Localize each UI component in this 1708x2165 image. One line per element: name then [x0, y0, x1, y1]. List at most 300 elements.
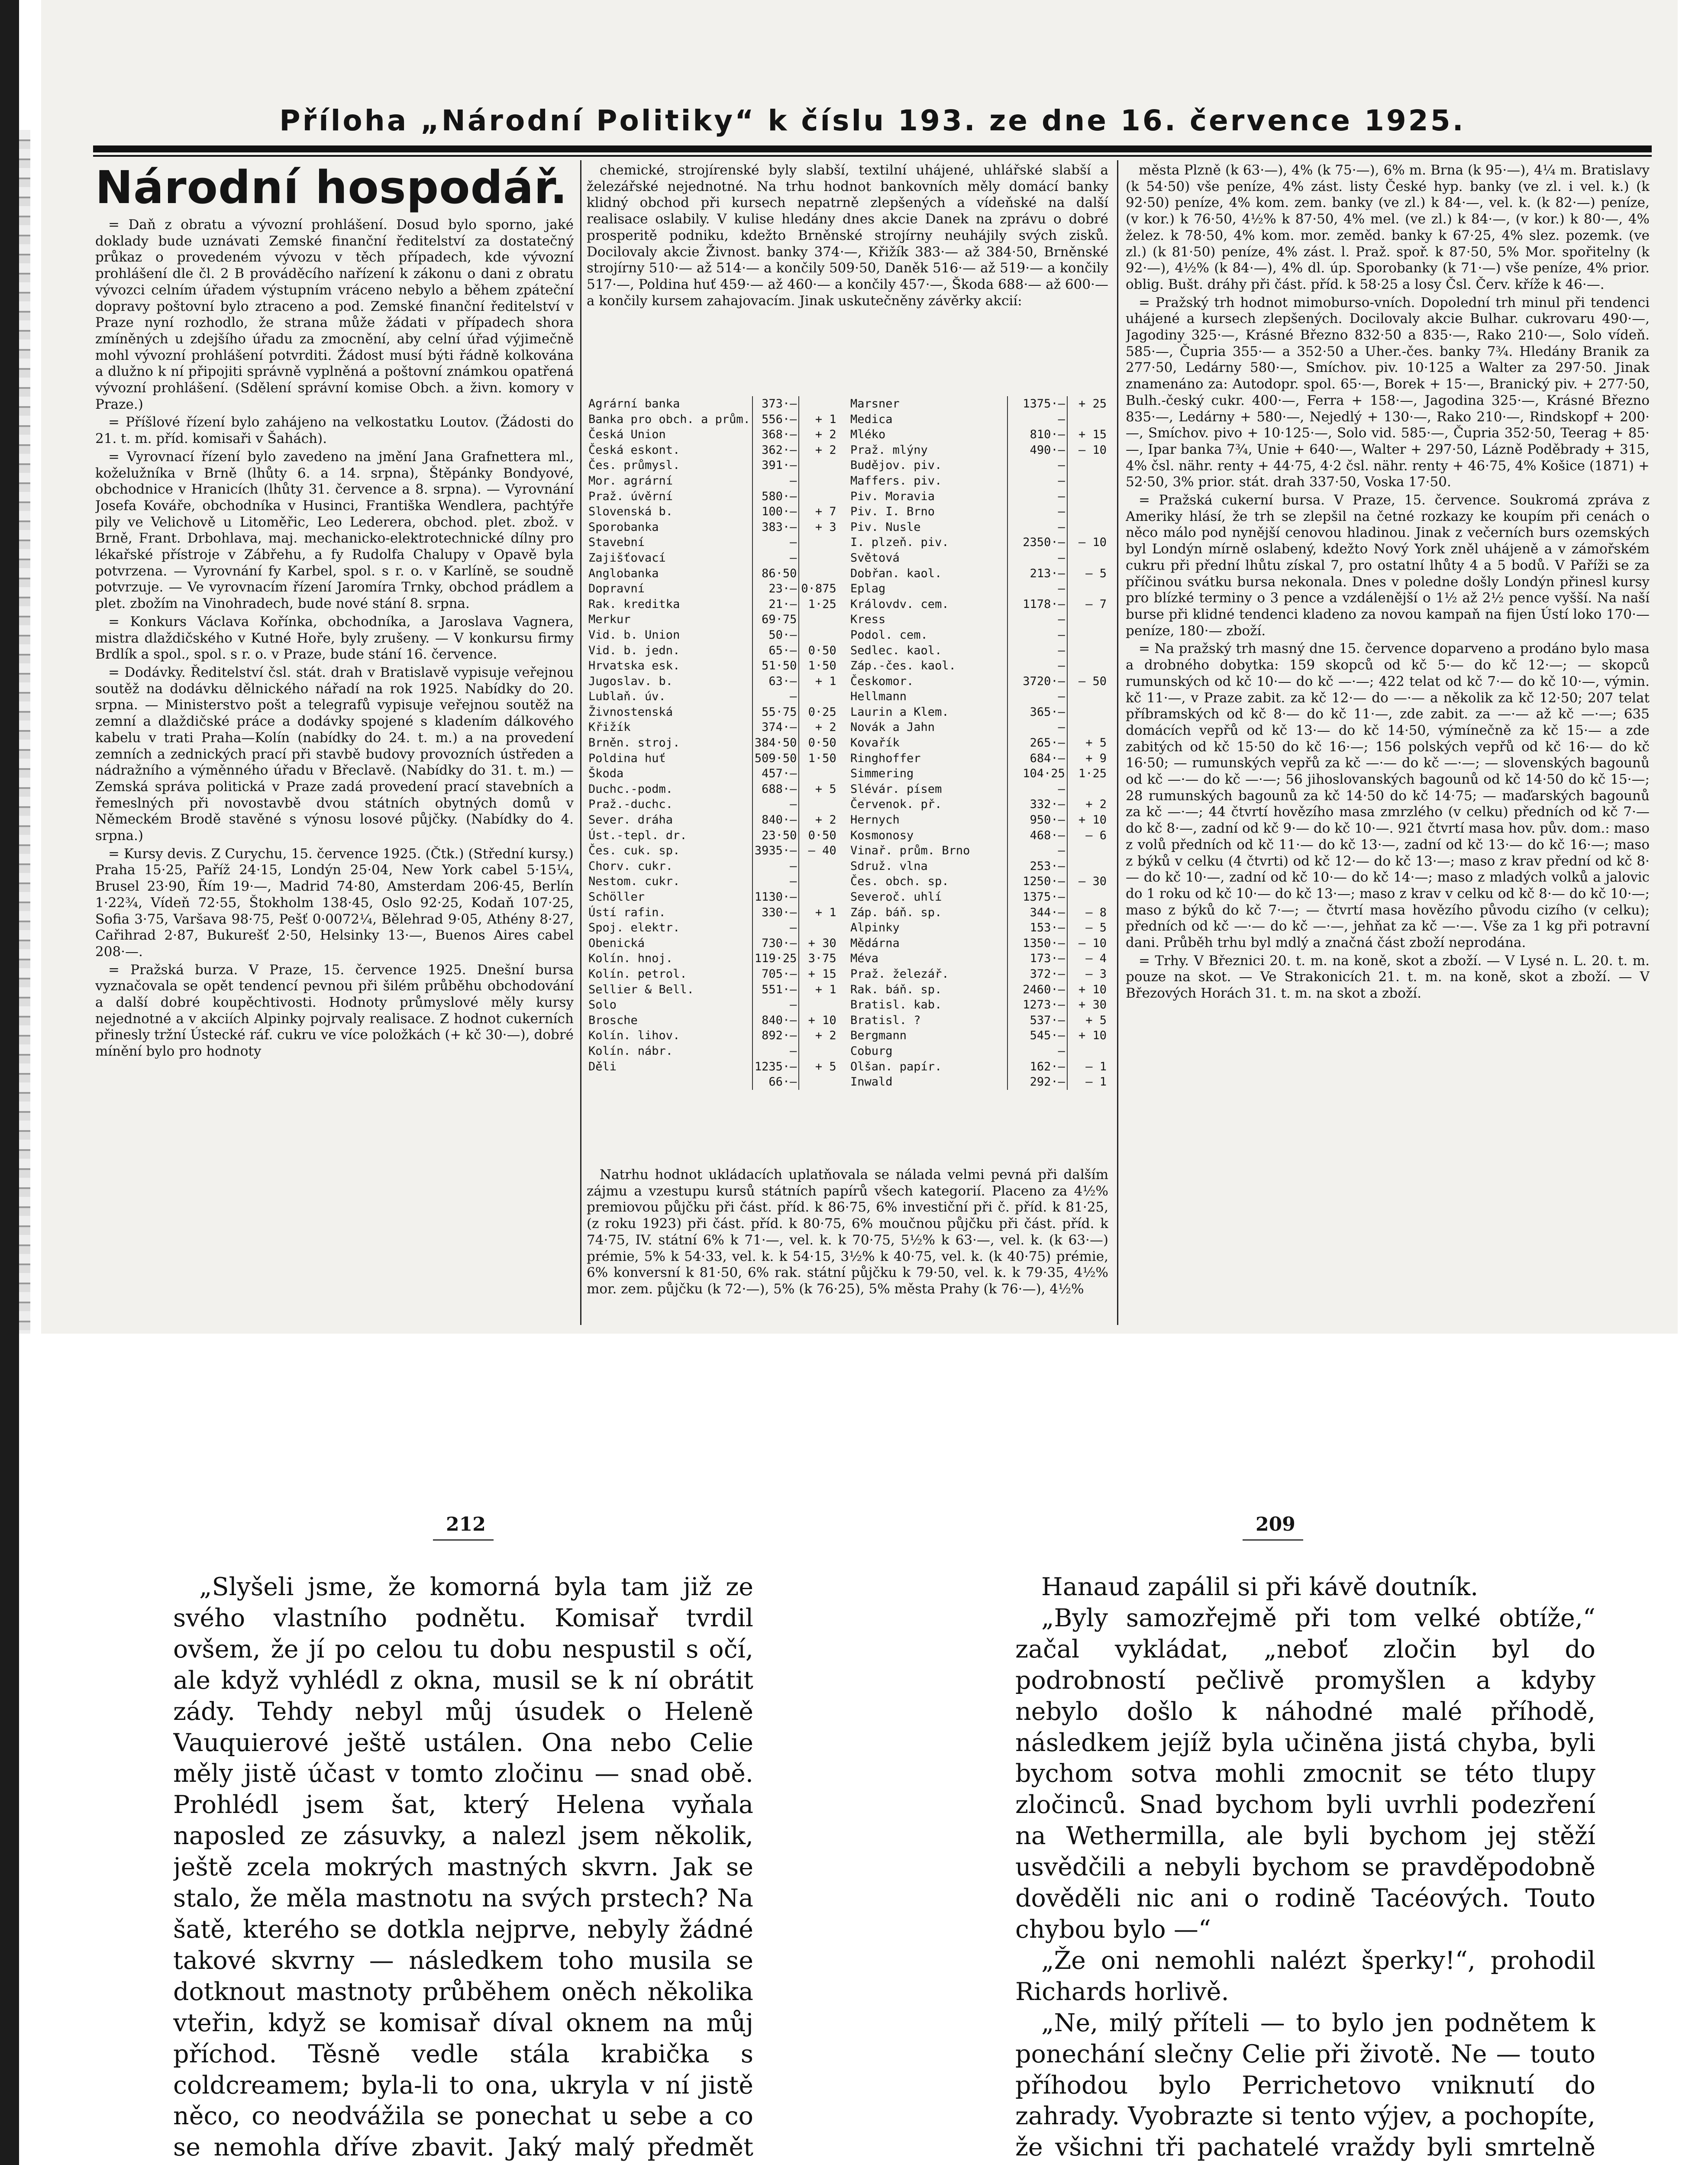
- stock-row: [587, 859, 838, 874]
- stock-name: Křižík: [588, 721, 631, 734]
- stock-price: —: [1007, 581, 1067, 597]
- stock-name: Budějov. piv.: [850, 459, 942, 472]
- stock-price: 3720·—: [1007, 674, 1067, 689]
- stock-row: [849, 766, 1108, 782]
- stock-price: 580·—: [752, 489, 799, 504]
- stock-change: 1·25: [799, 597, 838, 612]
- stock-row: [849, 1074, 1108, 1090]
- stock-name: Hellmann: [850, 690, 907, 704]
- stock-change: 1·50: [799, 658, 838, 674]
- stock-price: —: [752, 550, 799, 566]
- stock-name: Piv. I. Brno: [850, 505, 935, 519]
- stock-name: Úst.-tepl. dr.: [588, 828, 687, 842]
- stock-name: Piv. Nusle: [850, 520, 921, 534]
- stock-name: Záp.-čes. kaol.: [850, 659, 956, 673]
- stock-row: [849, 782, 1108, 797]
- stock-name: Solo: [588, 998, 617, 1012]
- stock-row: [849, 828, 1108, 843]
- stock-price: 551·—: [752, 982, 799, 998]
- stock-change: — 5: [1067, 920, 1108, 936]
- stock-row: [849, 1044, 1108, 1059]
- stock-name: Lublaň. úv.: [588, 690, 666, 704]
- stock-price: 373·—: [752, 396, 799, 412]
- stock-row: [849, 889, 1108, 905]
- stock-name: Piv. Moravia: [850, 489, 935, 503]
- stock-change: [799, 797, 838, 812]
- stock-price: —: [752, 689, 799, 704]
- stock-name: Dobřan. kaol.: [850, 566, 942, 580]
- stock-name: Českomor.: [850, 674, 914, 688]
- stock-price: 162·—: [1007, 1059, 1067, 1075]
- stock-price: —: [1007, 473, 1067, 489]
- stock-name: Poldina huť: [588, 751, 666, 765]
- stock-price: 69·75: [752, 612, 799, 627]
- article-paragraph: chemické, strojírenské byly slabší, textilní uhájené, uhlářské slabší a železářské nejednotné. Na trhu hodnot bankovních měly domácí banky klidný obchod při kursech nepatrně zlepšených a vídeňské na další realisace oslabily. V kulise hledány dnes akcie Danek na zprávu o dobré prosperitě podniku, kdežto Brněnské strojírny neuhájily svých zisků. Docilovaly akcie Živnost. banky 374·—, Křižík 383·— až 384·50, Brněnské strojírny 510·— až 514·— a končily 509·50, Daněk 516·— až 519·— a končily 517·—, Poldina huť 459·— až 460·— a končily 457·—, Škoda 688·— až 600·— a končily kursem zahajovacím. Jinak uskutečněny závěrky akcií:: [587, 162, 1108, 309]
- stock-price: 55·75: [752, 704, 799, 720]
- stock-change: + 15: [1067, 427, 1108, 443]
- stock-change: [1067, 859, 1108, 874]
- stock-name: Bratisl. kab.: [850, 998, 942, 1012]
- stock-name: Záp. báň. sp.: [850, 905, 942, 919]
- stock-price: —: [1007, 504, 1067, 520]
- stock-row: [587, 766, 838, 782]
- stock-change: + 5: [799, 782, 838, 797]
- column-3: [1126, 162, 1650, 1325]
- stock-change: [1067, 720, 1108, 735]
- stock-name: Ústí rafin.: [588, 905, 666, 919]
- column-divider: [580, 160, 581, 1325]
- stock-row: [587, 936, 838, 951]
- stock-name: Vid. b. jedn.: [588, 643, 680, 657]
- stock-row: [849, 1028, 1108, 1044]
- stock-row: [587, 920, 838, 936]
- stock-row: [587, 905, 838, 921]
- stock-change: + 5: [1067, 1013, 1108, 1028]
- stock-price: 374·—: [752, 720, 799, 735]
- stock-name: Slévár. písem: [850, 782, 942, 796]
- stock-name: Česká eskont.: [588, 443, 680, 457]
- stock-change: [799, 535, 838, 550]
- stock-name: Podol. cem.: [850, 628, 928, 642]
- stock-change: — 3: [1067, 966, 1108, 982]
- stock-price: —: [1007, 658, 1067, 674]
- stock-price: —: [752, 535, 799, 550]
- stock-price: 66·—: [752, 1074, 799, 1090]
- stock-price: —: [1007, 489, 1067, 504]
- stock-row: [849, 627, 1108, 643]
- stock-row: [849, 489, 1108, 504]
- stock-price: 1350·—: [1007, 936, 1067, 951]
- article-paragraph: = Pražská burza. V Praze, 15. července 1925. Dnešní bursa vyznačovala se opět tendencí pevnou při šilém průběhu obchodování a další dobré koupěchtivosti. Hodnoty průmyslové měly kursy nejednotné a v akciích Alpinky pojrvaly realisace. Z hodnot cukerních přinesly tržní Ústecké ráf. cukru ve více položkách (+ kč 30·—), dobré mínění bylo pro hodnoty: [95, 962, 574, 1060]
- stock-name: Inwald: [850, 1075, 893, 1089]
- stock-change: [1067, 689, 1108, 704]
- article-paragraph: Natrhu hodnot ukládacích uplatňovala se nálada velmi pevná při dalším zájmu a vzestupu kursů státních papírů všech kategorií. Placeno za 4½% premiovou půjčku při část. příd. k 86·75, 6% investiční při č. příd. k 81·25, (z roku 1923) při část. příd. k 80·75, 6% moučnou půjčku při část. příd. k 74·75, IV. státní 6% k 71·—, vel. k. k 70·75, 5½% k 63·—, vel. k. (k 63·—) prémie, 5% k 54·33, vel. k. k 54·15, 3½% k 40·75, vel. k. (k 40·75) prémie, 6% konversní k 81·50, 6% rak. státní půjčku k 79·50, vel. k. k 79·35, 4½% mor. zem. půjčku (k 72·—), 5% (k 76·25), 5% města Prahy (k 76·—), 4½%: [587, 1167, 1108, 1297]
- stock-change: — 1: [1067, 1059, 1108, 1075]
- stock-name: Olšan. papír.: [850, 1060, 942, 1073]
- stock-price: 372·—: [1007, 966, 1067, 982]
- stock-name: Brosche: [588, 1013, 638, 1027]
- stock-row: [587, 966, 838, 982]
- stock-change: + 1: [799, 412, 838, 427]
- stock-row: [849, 982, 1108, 998]
- stock-price: 537·—: [1007, 1013, 1067, 1028]
- stock-row: [587, 566, 838, 582]
- stock-price: 65·—: [752, 643, 799, 659]
- stock-name: Kolín. petrol.: [588, 967, 687, 981]
- stock-change: + 2: [1067, 797, 1108, 812]
- stock-price: 383·—: [752, 520, 799, 535]
- stock-name: Česká Union: [588, 428, 666, 442]
- stock-row: [849, 581, 1108, 597]
- stock-change: + 2: [799, 443, 838, 458]
- stock-price: 23·—: [752, 581, 799, 597]
- stock-row: [849, 874, 1108, 889]
- stock-row: [587, 889, 838, 905]
- stock-name: Simmering: [850, 767, 914, 781]
- stock-price: —: [1007, 782, 1067, 797]
- stock-change: [799, 473, 838, 489]
- stock-change: — 30: [1067, 874, 1108, 889]
- stock-price: —: [752, 473, 799, 489]
- stock-row: [587, 828, 838, 843]
- stock-row: [587, 704, 838, 720]
- article-paragraph: = Trhy. V Březnici 20. t. m. na koně, skot a zboží. — V Lysé n. L. 20. t. m. pouze na skot. — Ve Strakonicích 21. t. m. na koně, skot a zboží. — V Březových Horách 31. t. m. na skot a zboží.: [1126, 953, 1650, 1002]
- stock-row: [849, 735, 1108, 751]
- stock-price: —: [1007, 720, 1067, 735]
- stock-change: — 40: [799, 843, 838, 859]
- stock-change: [1067, 843, 1108, 859]
- stock-change: — 10: [1067, 443, 1108, 458]
- article-paragraph: = Daň z obratu a vývozní prohlášení. Dosud bylo sporno, jaké doklady bude uznávati Zemské finanční ředitelství za dostatečný průkaz o provedeném vývozu v těch případech, kde vývozní prohlášení dle čl. 2 B prováděcího nařízení k zákonu o dani z obratu vývozci celním úřadem výstupním vráceno nebylo a během zpáteční dopravy poštovní bylo ztraceno a pod. Zemské finanční ředitelství v Praze nyní rozhodlo, že strana může žádati v případech shora zmíněných u zdejšího úřadu za zmocnění, aby celní úřad výjimečně mohl vývozní prohlášení potvrditi. Žádost musí býti řádně kolkována a dlužno k ní připojiti správně vyplněná a poštovní známkou opatřená vývozní prohlášení. (Sdělení správní komise Obch. a živn. komory v Praze.): [95, 217, 574, 412]
- stock-price: 1235·—: [752, 1059, 799, 1075]
- stock-price: 119·25: [752, 951, 799, 966]
- stock-name: Kolín. nábr.: [588, 1044, 673, 1058]
- right-page-number: 209: [1256, 1513, 1295, 1535]
- stock-change: [799, 766, 838, 782]
- stock-change: [1067, 889, 1108, 905]
- stock-row: [849, 473, 1108, 489]
- stock-name: Dopravní: [588, 582, 645, 596]
- stock-price: 21·—: [752, 597, 799, 612]
- stock-name: Coburg: [850, 1044, 893, 1058]
- stock-price: 1178·—: [1007, 597, 1067, 612]
- stock-price: 730·—: [752, 936, 799, 951]
- stock-row: [587, 473, 838, 489]
- book-paragraph: Hanaud zapálil si při kávě doutník.: [1041, 1573, 1479, 1601]
- stock-price: 2460·—: [1007, 982, 1067, 998]
- stock-change: [1067, 489, 1108, 504]
- stock-row: [587, 427, 838, 443]
- stock-price: —: [752, 1044, 799, 1059]
- article-paragraph: = Pražská cukerní bursa. V Praze, 15. července. Soukromá zpráva z Ameriky hlásí, že trh se zlepšil na četné rozkazy ke koupím při cenách o něco málo pod nynější cenovou hladinou. Jinak z večerních burs ozemských byl Londýn mírně oslabený, kdežto Nový York zněl uhájeně a v zámořském cukru při přední lhůtu získal 7, pro ostatní lhůty 4 a 5 bodů. V Paříži se za příčinou svátku bursa nekonala. Dnes v poledne došly Londýn přinesl kursy pro blízké terminy o 3 pence a vzdálenější o 1½ až 2½ pence vyšší. Na naší burse při klidné tendenci kladeno za novou kampaň na fijen Ústí loko 170·— peníze, 180·— zboží.: [1126, 492, 1650, 639]
- stock-name: Kovařík: [850, 736, 900, 750]
- stock-change: [799, 874, 838, 889]
- stock-name: Obenická: [588, 936, 645, 950]
- stock-price: 100·—: [752, 504, 799, 520]
- stock-name: Kress: [850, 613, 886, 627]
- stock-change: [1067, 1044, 1108, 1059]
- stock-name: Světová: [850, 551, 900, 565]
- stock-change: 1·50: [799, 751, 838, 766]
- stock-change: [799, 689, 838, 704]
- stock-price: —: [752, 874, 799, 889]
- stock-table-right: [849, 396, 1108, 1090]
- stock-change: 0·50: [799, 735, 838, 751]
- stock-name: Čes. cuk. sp.: [588, 844, 680, 858]
- book-paragraph: „Ne, milý příteli — to bylo jen podnětem k ponechání slečny Celie při životě. Ne — touto příhodou bylo Perrichetovo vniknutí do zahrady. Vyobrazte si tento výjev, a pochopíte, že všichni tři pachatelé vraždy byli smrtelně: [1015, 2008, 1595, 2162]
- stock-price: 490·—: [1007, 443, 1067, 458]
- stock-price: 457·—: [752, 766, 799, 782]
- stock-name: Stavební: [588, 536, 645, 549]
- book-paragraph: „Byly samozřejmě při tom velké obtíže,“ začal vykládat, „neboť zločin byl do podrobností pečlivě promyšlen a kdyby nebylo došlo k náhodné malé příhodě, následkem jejíž byla učiněna jistá chyba, byli bychom sotva mohli zmocnit se této tlupy zločinců. Snad bychom byli uvrhli podezření na Wethermilla, ale byli bychom jej stěží usvědčili a nebyli bychom se pravděpodobně dověděli nic ani o rodině Tacéových. Touto chybou bylo —“: [1015, 1603, 1595, 1944]
- stock-name: Agrární banka: [588, 397, 680, 410]
- header-rule: [93, 145, 1652, 152]
- article-paragraph: = Pražský trh hodnot mimoburso-vních. Dopolední trh minul při tendenci uhájené a kursech zlepšených. Docilovaly akcie Bulhar. cukrovaru 490·—, Jagodiny 325·—, Krásné Březno 832·50 a 835·—, Rako 210·—, Solo vídeň. 585·—, Čupria 355·— a 352·50 a Uher.-čes. banky 7¾. Hledány Branik za 277·50, Ledárny 580·—, Smíchov. piv. 10·125 a Walter za 297·50. Jinak znamenáno za: Autodopr. spol. 65·—, Borek + 15·—, Branický piv. + 277·50, Bulh.-český cukr. 400·—, Ferra + 158·—, Jagodina 325·—, Krásné Březno 835·—, Ledárny + 580·—, Nejedlý + 130·—, Rako 210·—, Rindskopf + 200·—, Smíchov. pivo + 10·125·—, Solo vid. 585·—, Čupria 352·50, Teerag + 85·—, Ipar banka 7¾, Unie + 640·—, Walter + 297·50, Lázně Poděbrady + 315, 4% čsl. nähr. renty + 44·75, 4·2 čsl. nähr. renty + 46·75, 4% Košice (1871) + 52·50, 3% prior. stát. drah 337·50, Voska 17·50.: [1126, 294, 1650, 490]
- stock-change: [799, 489, 838, 504]
- stock-name: Maffers. piv.: [850, 474, 942, 488]
- left-page-number: 212: [446, 1513, 486, 1535]
- stock-name: Mor. agrární: [588, 474, 673, 488]
- stock-row: [587, 458, 838, 473]
- stock-price: 23·50: [752, 828, 799, 843]
- stock-name: Schöller: [588, 890, 645, 904]
- stock-row: [587, 443, 838, 458]
- stock-row: [849, 550, 1108, 566]
- stock-price: 1375·—: [1007, 396, 1067, 412]
- stock-row: [587, 412, 838, 427]
- column-1: [95, 162, 574, 1323]
- stock-change: [1067, 581, 1108, 597]
- stock-price: 50·—: [752, 627, 799, 643]
- book-paragraph: „Slyšeli jsme, že komorná byla tam již ze svého vlastního podnětu. Komisař tvrdil ovšem, že jí po celou tu dobu nespustil s očí, ale když vyhlédl z okna, musil se k ní obrátit zády. Tehdy nebyl můj úsudek o Heleně Vauquierové ještě ustálen. Ona nebo Celie měly jistě účast v tomto zločinu — snad obě. Prohlédl jsem šat, který Helena vyňala naposled ze zásuvky, a nalezl jsem několik, ještě zcela mokrých mastných skvrn. Jak se stalo, že měla mastnotu na svých prstech? Na šatě, kterého se dotkla nejprve, nebyly žádné takové skvrny — následkem toho musila se dotknout mastnoty průběhem oněch několika vteřin, když se komisař díval oknem na můj příchod. Těsně vedle stála krabička s coldcreamem; byla-li to ona, ukryla v ní jistě něco, co neodvážila se ponechat u sebe a co se nemohla dříve zbavit. Jaký malý předmět: [173, 1573, 753, 2162]
- stock-name: Severoč. uhlí: [850, 890, 942, 904]
- stock-name: Královdv. cem.: [850, 597, 949, 611]
- stock-name: Slovenská b.: [588, 505, 673, 519]
- stock-row: [849, 566, 1108, 582]
- stock-change: [799, 458, 838, 473]
- stock-name: Nestom. cukr.: [588, 875, 680, 889]
- stock-name: Banka pro obch. a prům.: [588, 412, 750, 426]
- stock-change: [799, 550, 838, 566]
- article-paragraph: = Kursy devis. Z Curychu, 15. července 1925. (Čtk.) (Střední kursy.) Praha 15·25, Paříž 24·15, Londýn 25·04, New York cabel 5·15¼, Brusel 23·90, Řím 19·—, Madrid 74·80, Amsterdam 206·45, Berlín 1·22¾, Vídeň 72·55, Štokholm 138·45, Oslo 92·25, Kodaň 107·25, Sofia 3·75, Varšava 98·75, Pešť 0·0072¼, Bělehrad 9·05, Athény 8·27, Cařihrad 2·87, Bukurešť 2·50, Helsinky 13·—, Buenos Aires cabel 208·—.: [95, 846, 574, 960]
- stock-change: 0·50: [799, 828, 838, 843]
- stock-price: 2350·—: [1007, 535, 1067, 550]
- stock-row: [587, 1013, 838, 1028]
- stock-change: [1067, 627, 1108, 643]
- stock-row: [849, 643, 1108, 659]
- stock-price: 384·50: [752, 735, 799, 751]
- stock-change: [799, 889, 838, 905]
- stock-row: [587, 396, 838, 412]
- stock-row: [587, 489, 838, 504]
- stock-name: Živnostenská: [588, 705, 673, 719]
- stock-row: [849, 427, 1108, 443]
- stock-change: + 2: [799, 720, 838, 735]
- stock-price: 292·—: [1007, 1074, 1067, 1090]
- stock-price: 950·—: [1007, 812, 1067, 828]
- stock-price: 391·—: [752, 458, 799, 473]
- article-paragraph: = Na pražský trh masný dne 15. července doparveno a prodáno bylo masa a drobného dobytka: 159 skopců od kč 5·— do kč 12·—; — skopců rumunských od kč 10·— do kč —·—; 422 telat od kč 7·— do kč 10·—, výmin. kč 11·—, v Praze zabit. za kč 12·— do —·— a několik za kč 12·50; 207 telat příbramských od kč 8·— do kč 11·—, zde zabit. za —·— až kč —·—; 635 domácích vepřů od kč 13·— do kč 14·50, výmínečně za kč 15·— a zde zabitých od kč 15·50 do kč 16·—; 156 polských vepřů od kč 16·— do kč 16·50; — rumunských vepřů za kč —·— do kč —·—; — slovenských bagounů od kč —·— do kč —·—; 56 jihoslovanských bagounů od kč 14·50 do kč 15·—; 28 rumunských bagounů za kč 14·50 do kč 14·75; — maďarských bagounů za kč —·—; 44 čtvrtí hovězího masa zmrzlého (v celku) předních od kč 7·— do kč 8·—, zadní od kč 9·— do kč 10·—. 921 čtvrtí masa hov. pův. dom.: maso z volů předních od kč 11·— do kč 13·—, zadní od kč 13·— do kč 16·—; maso z býků v celku (4 čtvrti) od kč 12·— do kč 13·—; maso z krav přední od kč 8·— do kč 10·—, zadní od kč 10·— do kč 14·—; maso z mladých volků a jalovic do 1 roku od kč 10·— do kč 13·—; maso z krav v celku od kč 8·— do kč 10·—; maso z býků do kč 7·—; — čtvrtí masa hovězího původu cizího (v celku); předních od kč —·— do kč —·—, jehňat za kč —·—. Vše za 1 kg při potravní dani. Průběh trhu byl mdlý a značná část zboží neprodána.: [1126, 641, 1650, 951]
- stock-change: + 5: [1067, 735, 1108, 751]
- stock-price: 86·50: [752, 566, 799, 582]
- stock-price: 265·—: [1007, 735, 1067, 751]
- stock-price: —: [1007, 627, 1067, 643]
- stock-row: [587, 627, 838, 643]
- stock-name: Anglobanka: [588, 566, 659, 580]
- stock-price: 344·—: [1007, 905, 1067, 921]
- stock-name: Sedlec. kaol.: [850, 643, 942, 657]
- stock-change: 0·25: [799, 704, 838, 720]
- stock-row: [587, 612, 838, 627]
- stock-row: [587, 643, 838, 659]
- stock-row: [849, 412, 1108, 427]
- stock-name: Laurin a Klem.: [850, 705, 949, 719]
- stock-name: Sever. dráha: [588, 813, 673, 827]
- stock-price: 684·—: [1007, 751, 1067, 766]
- stock-name: Eplag: [850, 582, 886, 596]
- stock-price: 51·50: [752, 658, 799, 674]
- stock-price: 173·—: [1007, 951, 1067, 966]
- stock-price: —: [1007, 412, 1067, 427]
- stock-row: [849, 674, 1108, 689]
- stock-price: —: [752, 859, 799, 874]
- stock-change: — 7: [1067, 597, 1108, 612]
- stock-row: [849, 458, 1108, 473]
- stock-name: Sdruž. vlna: [850, 859, 928, 873]
- stock-change: [1067, 550, 1108, 566]
- stock-change: 1·25: [1067, 766, 1108, 782]
- stock-change: + 1: [799, 905, 838, 921]
- stock-change: + 30: [799, 936, 838, 951]
- stock-row: [587, 843, 838, 859]
- stock-price: 104·25: [1007, 766, 1067, 782]
- article-paragraph: = Příšlové řízení bylo zahájeno na velkostatku Loutov. (Žádosti do 21. t. m. příd. komisaři v Šahách).: [95, 414, 574, 447]
- stock-change: [1067, 782, 1108, 797]
- stock-change: — 10: [1067, 936, 1108, 951]
- article-paragraph: města Plzně (k 63·—), 4% (k 75·—), 6% m. Brna (k 95·—), 4¼ m. Bratislavy (k 54·50) vše peníze, 4% zást. listy České hyp. banky (ve zl. i vel. k.) (k 92·50) peníze, 4% kom. zem. banky (ve zl.) k 84·—, vel. k. (k 82·—) peníze, (v kor.) k 76·50, 4½% k 87·50, 4% mel. (ve zl.) k 84·—, (v kor.) k 80·—, 4% želez. k 78·50, 4% kom. mor. zeměd. banky k 67·25, 4% slez. pozemk. (ve zl.) (k 81·50) peníze, 4% zást. l. Praž. spoř. k 87·50, 5% Mor. spořitelny (k 92·—), 4½% (k 84·—), 4% dl. úp. Sporobanky (k 71·—) vše peníze, 4% prior. oblig. Bušt. dráhy při část. příd. k 58·25 a losy Čsl. Červ. kříže k 46·—.: [1126, 162, 1650, 292]
- stock-row: [587, 997, 838, 1013]
- stock-change: + 10: [799, 1013, 838, 1028]
- article-paragraph: = Dodávky. Ředitelství čsl. stát. drah v Bratislavě vypisuje veřejnou soutěž na dodávku dělnického nářadí na rok 1925. Nabídky do 20. srpna. — Ministerstvo pošt a telegrafů vypisuje veřejnou soutěž na zemní a dlaždičské práce a dodávky spojené s kladením dálkového kabelu v trati Praha—Kolín (nabídky do 24. t. m.) a na provedení zemních a zednických prací při stavbě budovy provozních ústředen a nádražního a výměnného úřadu v Břeclavě. (Nabídky do 31. t. m.) — Zemská správa politická v Praze zadá provedení prací stavebních a řemeslných při novostavbě dvou státních obytných domů v Německém Brodě stavěné s výnosu losové půjčky. (Nabídky do 4. srpna.): [95, 664, 574, 844]
- stock-name: Mědárna: [850, 936, 900, 950]
- stock-row: [849, 612, 1108, 627]
- stock-name: Méva: [850, 952, 879, 966]
- stock-row: [849, 843, 1108, 859]
- stock-change: + 7: [799, 504, 838, 520]
- stock-name: Kolín. lihov.: [588, 1029, 680, 1043]
- stock-name: Červenok. př.: [850, 798, 942, 811]
- stock-price: —: [1007, 550, 1067, 566]
- stock-change: [1067, 473, 1108, 489]
- stock-price: —: [752, 920, 799, 936]
- stock-change: — 50: [1067, 674, 1108, 689]
- stock-price: 509·50: [752, 751, 799, 766]
- stock-price: 63·—: [752, 674, 799, 689]
- stock-row: [587, 550, 838, 566]
- stock-row: [849, 1059, 1108, 1075]
- stock-name: Duchc.-podm.: [588, 782, 673, 796]
- stock-change: [1067, 643, 1108, 659]
- stock-price: 1130·—: [752, 889, 799, 905]
- stock-row: [849, 920, 1108, 936]
- stock-change: 3·75: [799, 951, 838, 966]
- stock-name: I. plzeň. piv.: [850, 536, 949, 549]
- stock-name: [587, 1074, 752, 1090]
- stock-price: 332·—: [1007, 797, 1067, 812]
- stock-price: 330·—: [752, 905, 799, 921]
- stock-name: Praž. železář.: [850, 967, 949, 981]
- page-number-rule: [433, 1539, 494, 1541]
- stock-price: 705·—: [752, 966, 799, 982]
- stock-row: [849, 997, 1108, 1013]
- stock-price: —: [1007, 843, 1067, 859]
- article-paragraph: = Vyrovnací řízení bylo zavedeno na jmění Jana Grafnettera ml., koželužníka v Brně (lhůty 6. a 14. srpna), Štěpánky Bondyové, obchodnice v Hranicích (lhůty 31. července a 8. srpna). — Vyrovnání Josefa Kováře, obchodníka v Husinci, Františka Wendlera, pachtýře pily ve Velichově u Litoměřic, Leo Lederera, obchod. plet. zbož. v Brně, Frant. Drbohlava, maj. mechanicko-elektrotechnické dílny pro lékařské přístroje v Zábřehu, a fy Rudolfa Chalupy v Opavě byla potvrzena. — Vyrovnání fy Karbel, spol. s r. o. v Karlíně, se soudně potvrzuje. — Ve vyrovnacím řízení Jaromíra Trnky, obchod prádlem a plet. zbožím na Vinohradech, bude nové stání 8. srpna.: [95, 449, 574, 612]
- stock-name: Kolín. hnoj.: [588, 952, 673, 966]
- stock-row: [587, 597, 838, 612]
- stock-name: Zajišťovací: [588, 551, 666, 565]
- page-number-rule: [1243, 1539, 1303, 1541]
- stock-change: + 5: [799, 1059, 838, 1075]
- stock-name: Hernych: [850, 813, 900, 827]
- stock-price: —: [1007, 612, 1067, 627]
- section-title: Národní hospodář.: [95, 162, 568, 214]
- stock-change: [1067, 612, 1108, 627]
- stock-price: 362·—: [752, 443, 799, 458]
- stock-row: [849, 520, 1108, 535]
- stock-change: [799, 612, 838, 627]
- stock-row: [849, 443, 1108, 458]
- stock-change: [1067, 704, 1108, 720]
- stock-change: — 6: [1067, 828, 1108, 843]
- book-paragraph: „Že oni nemohli nalézt šperky!“, prohodil Richards horlivě.: [1015, 1946, 1595, 2006]
- stock-price: 1250·—: [1007, 874, 1067, 889]
- stock-row: [587, 689, 838, 704]
- stock-name: Spoj. elektr.: [588, 921, 680, 935]
- stock-name: Vinař. prům. Brno: [850, 844, 970, 858]
- stock-row: [849, 812, 1108, 828]
- stock-name: Mléko: [850, 428, 886, 442]
- stock-row: [849, 658, 1108, 674]
- stock-row: [587, 674, 838, 689]
- stock-row: [849, 597, 1108, 612]
- stock-price: 253·—: [1007, 859, 1067, 874]
- stock-change: 0·875: [799, 581, 838, 597]
- stock-price: 688·—: [752, 782, 799, 797]
- stock-change: + 30: [1067, 997, 1108, 1013]
- stock-row: [849, 859, 1108, 874]
- stock-price: —: [1007, 1044, 1067, 1059]
- stock-change: + 10: [1067, 1028, 1108, 1044]
- stock-name: Ringhoffer: [850, 751, 921, 765]
- stock-name: Čes. obch. sp.: [850, 875, 949, 889]
- stock-name: Brněn. stroj.: [588, 736, 680, 750]
- stock-change: + 2: [799, 812, 838, 828]
- stock-name: Kosmonosy: [850, 828, 914, 842]
- stock-name: Rak. báň. sp.: [850, 982, 942, 996]
- stock-name: Chorv. cukr.: [588, 859, 673, 873]
- stock-row: [587, 1059, 838, 1075]
- stock-price: 810·—: [1007, 427, 1067, 443]
- stock-name: Bratisl. ?: [850, 1013, 921, 1027]
- stock-price: 213·—: [1007, 566, 1067, 582]
- stock-row: [849, 720, 1108, 735]
- column-divider: [1117, 160, 1118, 1325]
- stock-change: [799, 1074, 838, 1090]
- stock-row: [587, 982, 838, 998]
- stock-price: 468·—: [1007, 828, 1067, 843]
- stock-price: 545·—: [1007, 1028, 1067, 1044]
- stock-change: [799, 396, 838, 412]
